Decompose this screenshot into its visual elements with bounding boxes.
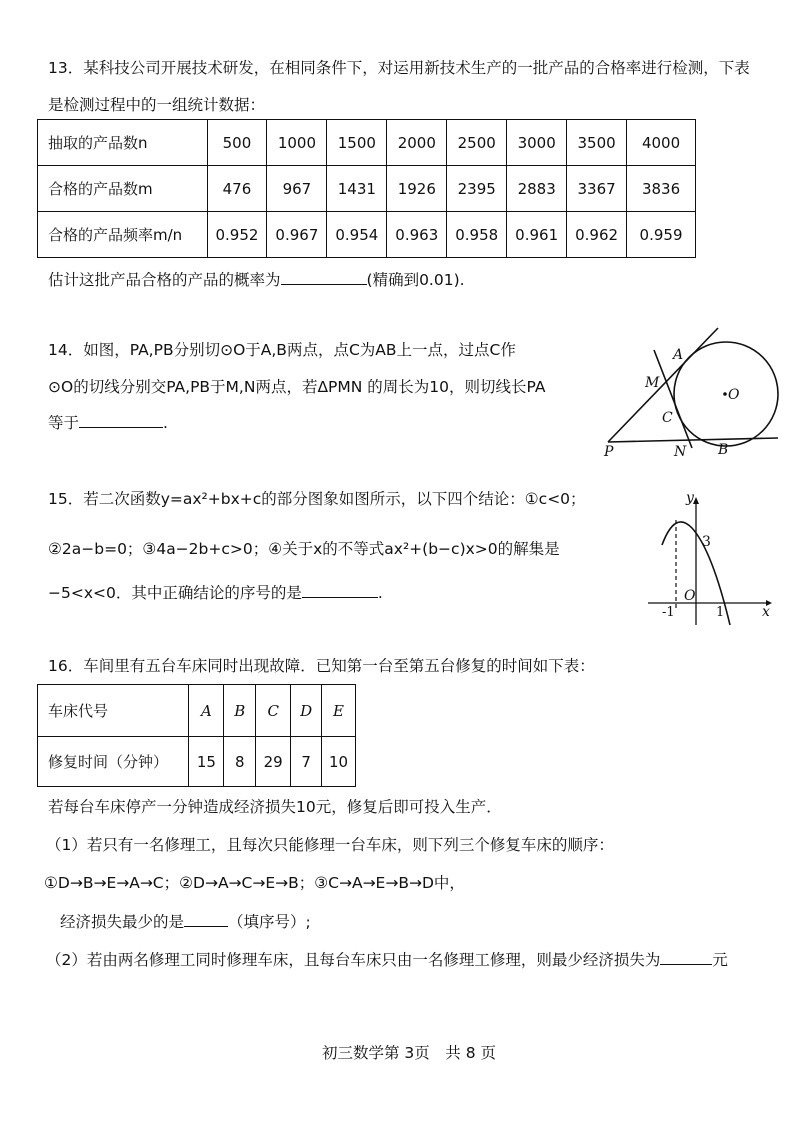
- q14-answer-blank[interactable]: [79, 413, 163, 428]
- q16-text-line5-a: 经济损失最少的是: [60, 913, 185, 931]
- q16-text-line5: [60, 912, 311, 932]
- q13-text-line1: 13．某科技公司开展技术研发，在相同条件下，对运用新技术生产的一批产品的合格率进行检测，下表: [48, 59, 750, 77]
- table-cell: 0.958: [447, 212, 507, 258]
- label-3: 3: [702, 534, 711, 550]
- table-cell: 0.963: [387, 212, 447, 258]
- label-b: B: [718, 442, 729, 458]
- q16-text-line3: （1）若只有一名修理工，且每次只能修理一台车床，则下列三个修复车床的顺序：: [46, 836, 614, 854]
- label-origin: O: [684, 588, 696, 604]
- table-cell: 3500: [567, 120, 627, 166]
- table-cell: 15: [189, 737, 224, 787]
- label-y: y: [686, 490, 694, 506]
- table-cell: 7: [291, 737, 322, 787]
- page-footer: 初三数学第 3页 共 8 页: [322, 1044, 497, 1062]
- table-cell: 10: [322, 737, 356, 787]
- table-cell: 0.952: [207, 212, 267, 258]
- header-label: 车床代号: [38, 685, 189, 737]
- q16-text-line1: 16．车间里有五台车床同时出现故障．已知第一台至第五台修复的时间如下表：: [48, 657, 595, 675]
- q13-text-line3-a: 估计这批产品合格的产品的概率为: [48, 271, 281, 289]
- table-cell: 1431: [327, 166, 387, 212]
- q13-text-line2: 是检测过程中的一组统计数据：: [48, 96, 266, 114]
- label-n: N: [674, 444, 687, 460]
- label-x: x: [762, 604, 770, 620]
- table-cell: 2395: [447, 166, 507, 212]
- q16-text-line6-b: 元: [712, 951, 728, 969]
- q16-answer-blank-2[interactable]: [660, 950, 712, 965]
- label-m: M: [645, 375, 660, 391]
- q16-repair-table: [37, 684, 356, 787]
- table-cell: E: [322, 685, 356, 737]
- q15-text-line3-b: .: [377, 584, 383, 602]
- table-row: [38, 685, 356, 737]
- row-label: 合格的产品频率m/n: [38, 212, 208, 258]
- label-o: O: [728, 387, 740, 403]
- table-cell: 1926: [387, 166, 447, 212]
- q16-text-line4: ①D→B→E→A→C；②D→A→C→E→B；③C→A→E→B→D中，: [44, 874, 465, 892]
- table-cell: B: [224, 685, 256, 737]
- table-cell: 8: [224, 737, 256, 787]
- q14-tangent-figure: [600, 320, 790, 460]
- label-minus-1: -1: [662, 605, 675, 620]
- table-cell: D: [291, 685, 322, 737]
- table-row: [38, 212, 696, 258]
- table-cell: 1000: [267, 120, 327, 166]
- q15-text-line3: [48, 583, 383, 603]
- label-p: P: [604, 444, 614, 460]
- q15-text-line2: ②2a−b=0；③4a−2b+c>0；④关于x的不等式ax²+(b−c)x>0的解集是: [48, 540, 560, 558]
- row-label: 合格的产品数m: [38, 166, 208, 212]
- table-cell: 0.962: [567, 212, 627, 258]
- q13-answer-blank[interactable]: [281, 270, 367, 285]
- q13-statistics-table: [37, 119, 696, 258]
- q14-text-line3-label: 等于: [48, 414, 80, 432]
- q14-text-line2: ⊙O的切线分别交PA,PB于M,N两点，若ΔPMN 的周长为10，则切线长PA: [48, 378, 546, 396]
- label-a: A: [673, 347, 684, 363]
- q14-text-line1: 14．如图，PA,PB分别切⊙O于A,B两点，点C为AB上一点，过点C作: [48, 341, 516, 359]
- q14-text-line3: [48, 413, 168, 433]
- table-cell: 2883: [507, 166, 567, 212]
- table-row: [38, 166, 696, 212]
- label-c: C: [662, 410, 673, 426]
- table-cell: 4000: [627, 120, 696, 166]
- table-row: [38, 737, 356, 787]
- table-cell: C: [256, 685, 291, 737]
- table-cell: A: [189, 685, 224, 737]
- table-cell: 0.967: [267, 212, 327, 258]
- table-cell: 1500: [327, 120, 387, 166]
- center-point-o: [723, 392, 727, 396]
- table-cell: 29: [256, 737, 291, 787]
- row-label: 抽取的产品数n: [38, 120, 208, 166]
- table-row: [38, 120, 696, 166]
- table-cell: 967: [267, 166, 327, 212]
- q13-text-line3-b: (精确到0.01).: [366, 271, 465, 289]
- q16-answer-blank-1[interactable]: [184, 912, 228, 927]
- table-cell: 3836: [627, 166, 696, 212]
- q16-text-line6-a: （2）若由两名修理工同时修理车床，且每台车床只由一名修理工修理，则最少经济损失为: [46, 951, 661, 969]
- q14-text-line3-end: .: [163, 414, 168, 432]
- tangent-line-mn: [654, 350, 692, 448]
- q13-text-line3: [48, 270, 465, 290]
- table-cell: 2000: [387, 120, 447, 166]
- table-cell: 0.961: [507, 212, 567, 258]
- table-cell: 2500: [447, 120, 507, 166]
- table-cell: 0.954: [327, 212, 387, 258]
- time-label: 修复时间（分钟）: [38, 737, 189, 787]
- q16-text-line2: 若每台车床停产一分钟造成经济损失10元，修复后即可投入生产．: [48, 798, 502, 816]
- label-1: 1: [716, 605, 725, 620]
- q16-text-line5-b: （填序号）;: [228, 913, 311, 931]
- table-cell: 476: [207, 166, 267, 212]
- q16-text-line6: [46, 950, 728, 970]
- q15-answer-blank[interactable]: [302, 583, 378, 598]
- q15-parabola-figure: [640, 490, 780, 630]
- tangent-line-pb: [608, 438, 778, 442]
- table-cell: 500: [207, 120, 267, 166]
- table-cell: 0.959: [627, 212, 696, 258]
- q15-text-line3-a: −5<x<0．其中正确结论的序号的是: [48, 584, 302, 602]
- table-cell: 3000: [507, 120, 567, 166]
- q15-text-line1: 15．若二次函数y=ax²+bx+c的部分图象如图所示，以下四个结论：①c<0；: [48, 490, 586, 508]
- table-cell: 3367: [567, 166, 627, 212]
